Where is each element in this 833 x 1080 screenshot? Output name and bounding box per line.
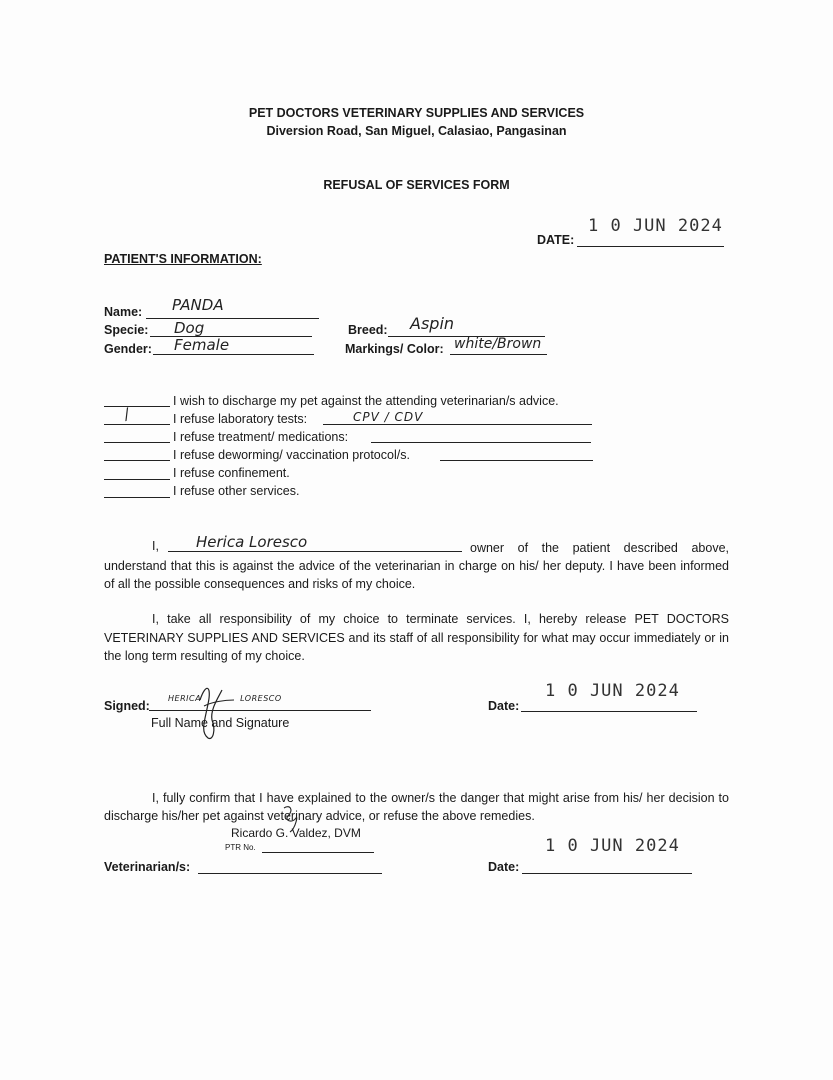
- vet-signature-line[interactable]: [198, 873, 382, 874]
- signed-date-label: Date:: [488, 699, 520, 713]
- option-detail-line-3: [371, 442, 591, 443]
- markings-value[interactable]: white/Brown: [454, 336, 542, 352]
- name-label: Name:: [104, 305, 143, 319]
- statement-paragraph-2: I, take all responsibility of my choice to terminate services. I, hereby release PET DOCTORS VETERINARY SUPPLIES AND SERVICES and its staff of all responsibility for what may occur immediately or in the long term resulting of my choice.: [104, 612, 729, 663]
- signature-name-text: HERICA LORESCO: [168, 694, 282, 703]
- specie-value[interactable]: Dog: [174, 319, 205, 337]
- markings-line: [450, 354, 547, 355]
- option-text-5: I refuse confinement.: [173, 466, 290, 480]
- option-text-1: I wish to discharge my pet against the attending veterinarian/s advice.: [173, 394, 559, 408]
- gender-value[interactable]: Female: [174, 336, 230, 354]
- vet-date-stamp: 1 0 JUN 2024: [545, 836, 680, 856]
- top-date-label: DATE:: [537, 233, 575, 247]
- signature-caption: Full Name and Signature: [151, 716, 290, 730]
- option-blank-3[interactable]: [104, 442, 170, 443]
- company-address: Diversion Road, San Miguel, Calasiao, Pangasinan: [266, 124, 567, 138]
- option-blank-2[interactable]: [104, 424, 170, 425]
- vet-ptr-label: PTR No.: [225, 843, 256, 852]
- signature-scribble: [160, 680, 280, 744]
- signed-date-line: [521, 711, 697, 712]
- specie-label: Specie:: [104, 323, 149, 337]
- vet-ptr-line: [262, 852, 374, 853]
- statement-i-label: I,: [152, 539, 159, 553]
- breed-value[interactable]: Aspin: [410, 314, 455, 333]
- signed-date-stamp: 1 0 JUN 2024: [545, 681, 680, 701]
- vet-label: Veterinarian/s:: [104, 860, 191, 874]
- option-check-2: /: [121, 404, 132, 424]
- vet-date-line: [522, 873, 692, 874]
- option-detail-2[interactable]: CPV / CDV: [353, 410, 424, 424]
- vet-date-label: Date:: [488, 860, 520, 874]
- option-text-6: I refuse other services.: [173, 484, 300, 498]
- owner-name-value[interactable]: Herica Loresco: [196, 533, 308, 551]
- markings-label: Markings/ Color:: [345, 342, 444, 356]
- statement-paragraph-1: owner of the patient described above, understand that this is against the advice of the veterinarian in charge on his/ her deputy. I have been informed of all the possible consequences and risks of my choice.: [104, 541, 729, 591]
- gender-line: [153, 354, 314, 355]
- company-name: PET DOCTORS VETERINARY SUPPLIES AND SERVICES: [248, 106, 585, 120]
- breed-label: Breed:: [348, 323, 388, 337]
- vet-name: Ricardo G. Valdez, DVM: [231, 826, 361, 840]
- option-text-2: I refuse laboratory tests:: [173, 412, 308, 426]
- option-blank-5[interactable]: [104, 479, 170, 480]
- gender-label: Gender:: [104, 342, 152, 356]
- signed-label: Signed:: [104, 699, 150, 713]
- option-text-3: I refuse treatment/ medications:: [173, 430, 349, 444]
- top-date-stamp: 1 0 JUN 2024: [588, 216, 723, 236]
- option-blank-1[interactable]: [104, 406, 170, 407]
- patient-section-title: PATIENT'S INFORMATION:: [104, 252, 262, 266]
- option-text-4: I refuse deworming/ vaccination protocol/s.: [173, 448, 410, 462]
- option-detail-line-4: [440, 460, 593, 461]
- option-blank-6[interactable]: [104, 497, 170, 498]
- top-date-line: [577, 246, 724, 247]
- form-title: REFUSAL OF SERVICES FORM: [323, 178, 510, 192]
- confirmation-paragraph: I, fully confirm that I have explained to the owner/s the danger that might arise from his/ her decision to discharge his/her pet against veterinary advice, or refuse the above remedies.: [104, 791, 729, 823]
- option-blank-4[interactable]: [104, 460, 170, 461]
- name-line: [146, 318, 319, 319]
- option-detail-line-2: [323, 424, 592, 425]
- name-value[interactable]: PANDA: [172, 296, 224, 314]
